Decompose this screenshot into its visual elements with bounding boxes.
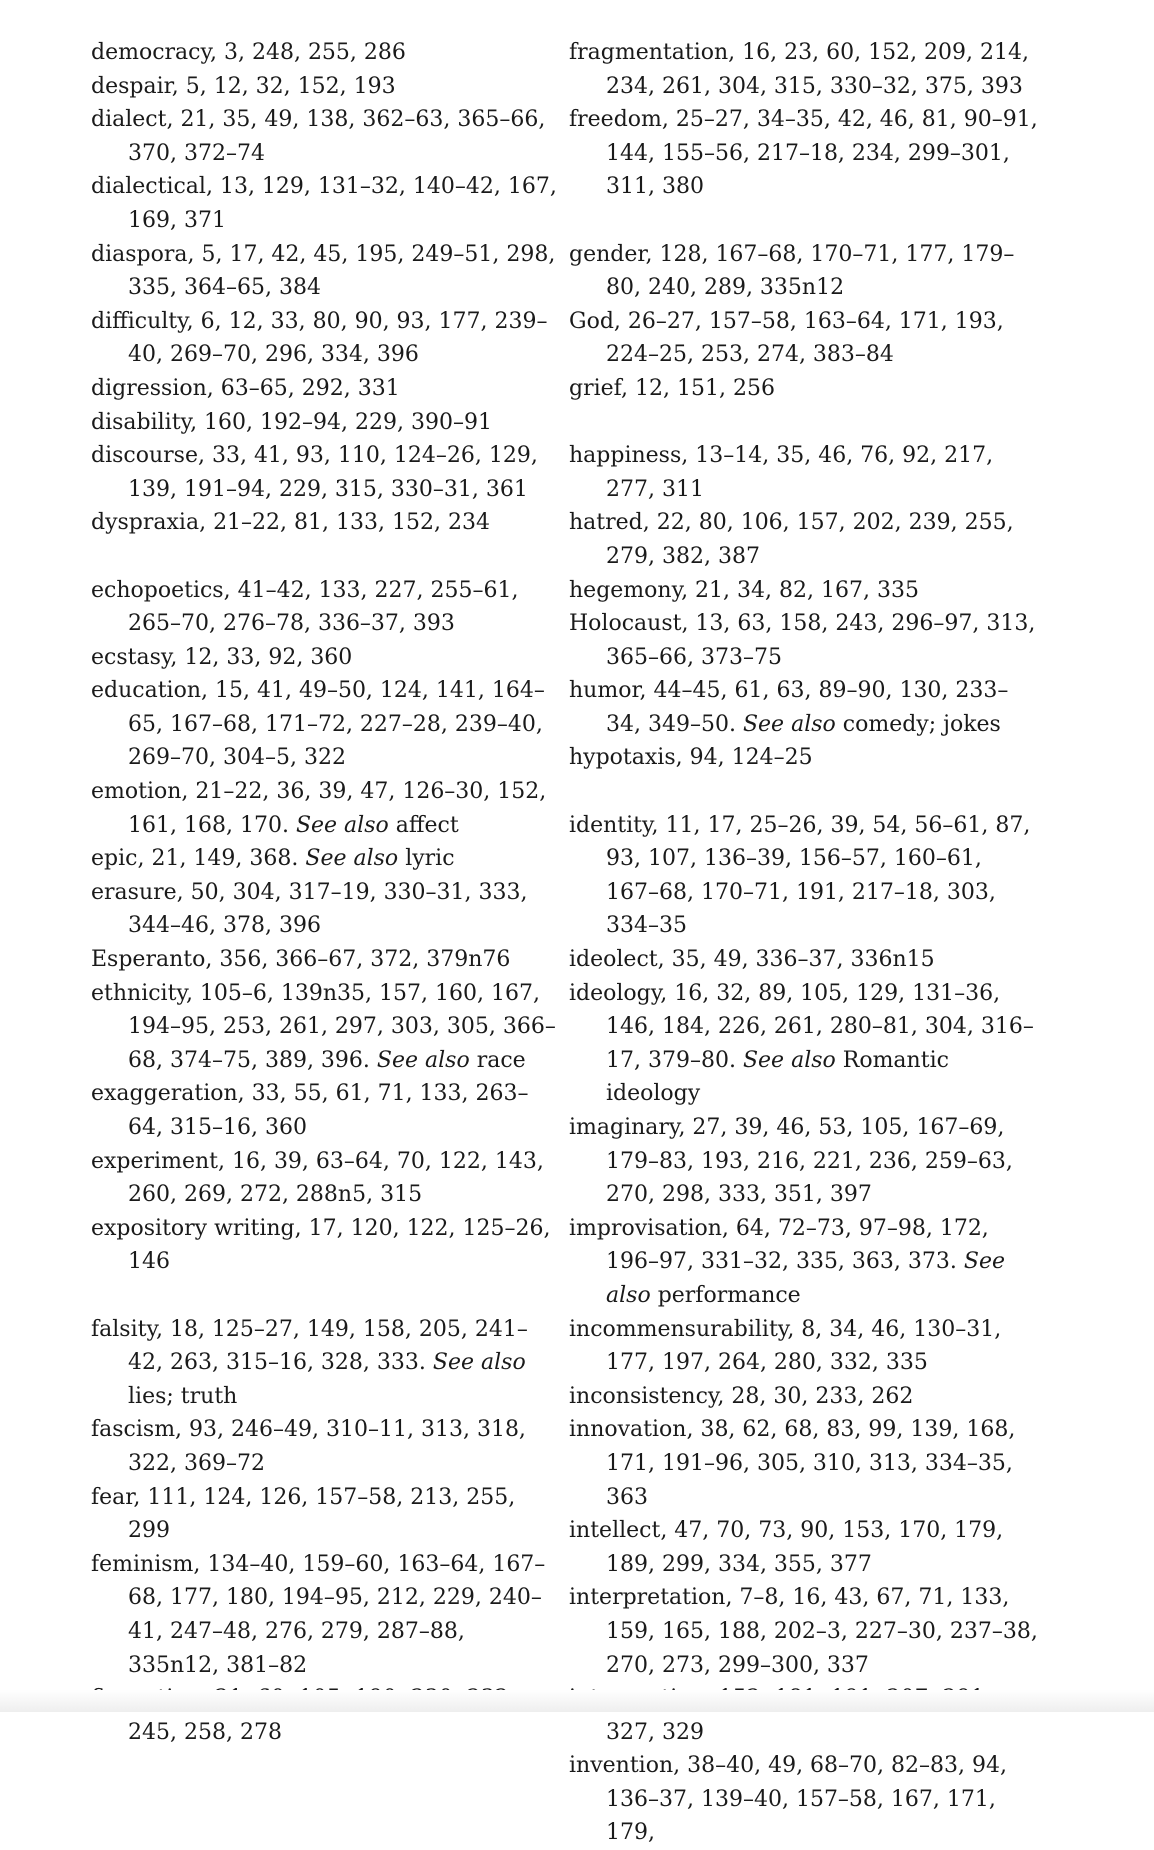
index-entry: humor, 44–45, 61, 63, 89–90, 130, 233–34, 349–50. See also comedy; jokes [569,678,1009,737]
index-entry: echopoetics, 41–42, 133, 227, 255–61, 265–70, 276–78, 336–37, 393 [91,577,519,637]
group-separator [569,775,1039,809]
see-also-label: See also [376,1047,470,1073]
index-entry: improvisation, 64, 72–73, 97–98, 172, 196–97, 331–32, 335, 363, 373. See also performance [569,1215,1006,1308]
see-also-label: See also [432,1350,526,1376]
index-entry: hatred, 22, 80, 106, 157, 202, 239, 255, 279, 382, 387 [569,510,1014,569]
group-separator [569,406,1039,440]
index-entry: hypotaxis, 94, 124–25 [569,745,813,771]
see-also-target: Romantic ideology [606,1047,949,1107]
index-entry: feminism, 134–40, 159–60, 163–64, 167–68, 177, 180, 194–95, 212, 229, 240–41, 247–48, 276, 279, 287–88, 335n12, 381–82 [91,1551,546,1678]
index-entry: 245, 258, 278 [128,1719,282,1745]
index-entry: ethnicity, 105–6, 139n35, 157, 160, 167, 194–95, 253, 261, 297, 303, 305, 366–68, 374–75, 389, 396. See also race [91,980,556,1073]
index-entry: imaginary, 27, 39, 46, 53, 105, 167–69, 179–83, 193, 216, 221, 236, 259–63, 270, 298, 333, 351, 397 [569,1115,1013,1208]
see-also-target: lyric [405,846,455,872]
see-also-label: See also [742,711,836,737]
index-group-d [91,36,561,540]
index-entry: epic, 21, 149, 368. See also lyric [91,846,455,872]
index-entry: experiment, 16, 39, 63–64, 70, 122, 143, 260, 269, 272, 288n5, 315 [91,1148,544,1208]
group-separator [91,1279,561,1313]
index-column-left [91,36,561,1749]
index-entry: gender, 128, 167–68, 170–71, 177, 179–80, 240, 289, 335n12 [569,241,1015,301]
index-entry: dialectical, 13, 129, 131–32, 140–42, 167, 169, 371 [91,174,557,233]
see-also-target: lies; truth [128,1383,238,1409]
index-entry: identity, 11, 17, 25–26, 39, 54, 56–61, 87, 93, 107, 136–39, 156–57, 160–61, 167–68, 170–71, 191, 217–18, 303, 334–35 [569,812,1031,939]
index-entry: grief, 12, 151, 256 [569,375,775,401]
see-also-label: See also [305,846,399,872]
index-entry: inconsistency, 28, 30, 233, 262 [569,1383,914,1409]
index-entry: God, 26–27, 157–58, 163–64, 171, 193, 224–25, 253, 274, 383–84 [569,308,1004,368]
index-entry: difficulty, 6, 12, 33, 80, 90, 93, 177, 239–40, 269–70, 296, 334, 396 [91,308,548,368]
index-entry: dialect, 21, 35, 49, 138, 362–63, 365–66, 370, 372–74 [91,107,546,166]
index-entry: exaggeration, 33, 55, 61, 71, 133, 263–64, 315–16, 360 [91,1081,529,1140]
index-entry: digression, 63–65, 292, 331 [91,375,400,401]
index-entry: emotion, 21–22, 36, 39, 47, 126–30, 152, 161, 168, 170. See also affect [91,779,547,838]
see-also-label: See also [606,1249,1006,1308]
index-entry: ideology, 16, 32, 89, 105, 129, 131–36, 146, 184, 226, 261, 280–81, 304, 316–17, 379–80. See also Romantic ideology [569,980,1034,1107]
index-entry: ecstasy, 12, 33, 92, 360 [91,644,353,670]
see-also-label: See also [742,1047,836,1073]
index-entry: Holocaust, 13, 63, 158, 243, 296–97, 313, 365–66, 373–75 [569,611,1036,670]
index-entry: hegemony, 21, 34, 82, 167, 335 [569,577,919,603]
index-entry: invention, 38–40, 49, 68–70, 82–83, 94, 136–37, 139–40, 157–58, 167, 171, 179, [569,1753,1007,1846]
index-entry: happiness, 13–14, 35, 46, 76, 92, 217, 277, 311 [569,443,994,502]
index-group-e [91,574,561,1279]
index-entry: freedom, 25–27, 34–35, 42, 46, 81, 90–91, 144, 155–56, 217–18, 234, 299–301, 311, 380 [569,107,1038,200]
see-also-target: comedy; jokes [842,711,1001,737]
group-separator [569,204,1039,238]
index-entry: disability, 160, 192–94, 229, 390–91 [91,409,492,435]
page-bottom-edge [0,1690,1154,1712]
see-also-target: affect [395,812,459,838]
see-also-target: performance [657,1282,801,1308]
see-also-label: See also [295,812,389,838]
index-entry: dyspraxia, 21–22, 81, 133, 152, 234 [91,510,490,536]
index-entry: interpretation, 7–8, 16, 43, 67, 71, 133, 159, 165, 188, 202–3, 227–30, 237–38, 270, 273, 299–300, 337 [569,1585,1038,1678]
index-entry: democracy, 3, 248, 255, 286 [91,40,406,65]
index-entry: diaspora, 5, 17, 42, 45, 195, 249–51, 298, 335, 364–65, 384 [91,241,556,301]
index-entry: innovation, 38, 62, 68, 83, 99, 139, 168, 171, 191–96, 305, 310, 313, 334–35, 363 [569,1417,1016,1510]
index-entry: 327, 329 [606,1719,704,1745]
index-entry: expository writing, 17, 120, 122, 125–26, 146 [91,1215,551,1275]
index-entry: education, 15, 41, 49–50, 124, 141, 164–65, 167–68, 171–72, 227–28, 239–40, 269–70, 304–5, 322 [91,678,545,771]
see-also-target: race [476,1047,526,1073]
index-group-g [569,238,1039,406]
index-group-h [569,439,1039,775]
index-entry: intellect, 47, 70, 73, 90, 153, 170, 179, 189, 299, 334, 355, 377 [569,1518,1004,1577]
index-group-f-cont [569,36,1039,204]
index-entry: ideolect, 35, 49, 336–37, 336n15 [569,947,935,973]
index-group-f [91,1313,561,1750]
index-entry: fascism, 93, 246–49, 310–11, 313, 318, 322, 369–72 [91,1417,526,1476]
index-entry: fragmentation, 16, 23, 60, 152, 209, 214, 234, 261, 304, 315, 330–32, 375, 393 [569,40,1030,99]
group-separator [91,540,561,574]
index-column-right [569,36,1039,1850]
index-entry: despair, 5, 12, 32, 152, 193 [91,73,396,99]
index-entry: incommensurability, 8, 34, 46, 130–31, 177, 197, 264, 280, 332, 335 [569,1316,1002,1376]
index-entry: falsity, 18, 125–27, 149, 158, 205, 241–42, 263, 315–16, 328, 333. See also lies; truth [91,1316,528,1409]
index-entry: Esperanto, 356, 366–67, 372, 379n76 [91,947,511,973]
index-entry: erasure, 50, 304, 317–19, 330–31, 333, 344–46, 378, 396 [91,879,528,939]
index-entry: fear, 111, 124, 126, 157–58, 213, 255, 299 [91,1484,516,1544]
index-entry: discourse, 33, 41, 93, 110, 124–26, 129, 139, 191–94, 229, 315, 330–31, 361 [91,443,538,502]
